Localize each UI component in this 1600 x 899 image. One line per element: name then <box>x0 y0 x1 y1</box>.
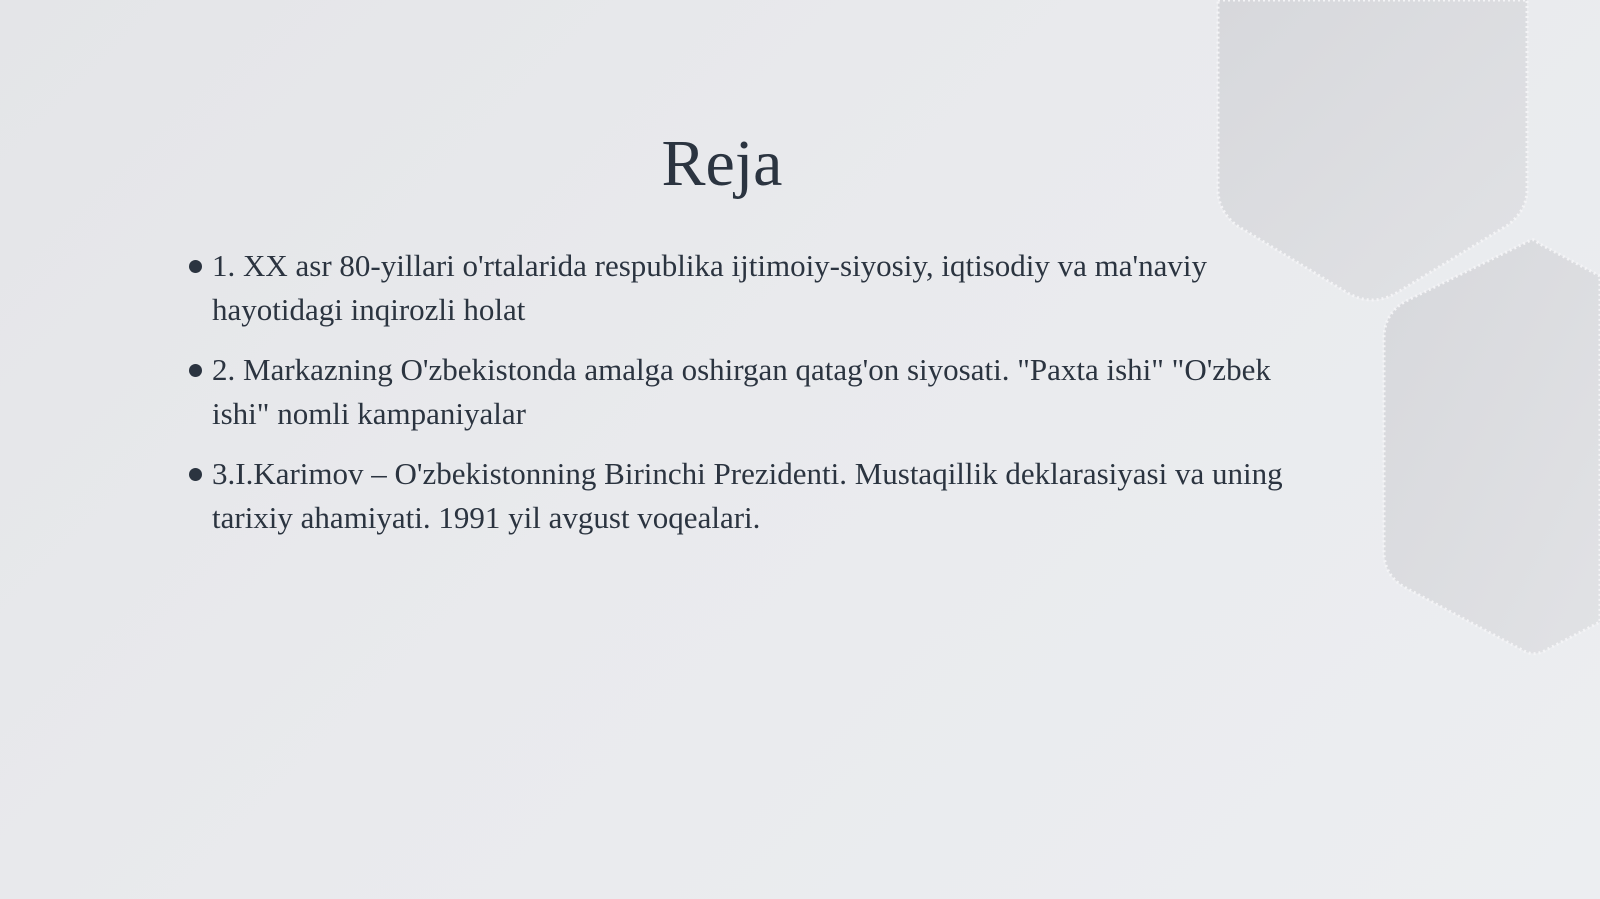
slide-title: Reja <box>661 127 783 200</box>
list-item-text: 1. XX asr 80-yillari o'rtalarida respublika ijtimoiy-siyosiy, iqtisodiy va ma'naviy hayotidagi inqirozli holat <box>212 248 1207 327</box>
bullet-icon <box>189 364 202 377</box>
list-item <box>187 348 1297 436</box>
hexagon-shape-right <box>1384 240 1600 654</box>
list-item <box>187 244 1297 332</box>
bullet-icon <box>189 468 202 481</box>
bullet-list <box>187 244 1297 556</box>
bullet-icon <box>189 260 202 273</box>
list-item-text: 2. Markazning O'zbekistonda amalga oshirgan qatag'on siyosati. "Paxta ishi" "O'zbek ishi" nomli kampaniyalar <box>212 352 1271 431</box>
list-item-text: 3.I.Karimov – O'zbekistonning Birinchi Prezidenti. Mustaqillik deklarasiyasi va uning tarixiy ahamiyati. 1991 yil avgust voqealari. <box>212 456 1283 535</box>
list-item <box>187 452 1297 540</box>
